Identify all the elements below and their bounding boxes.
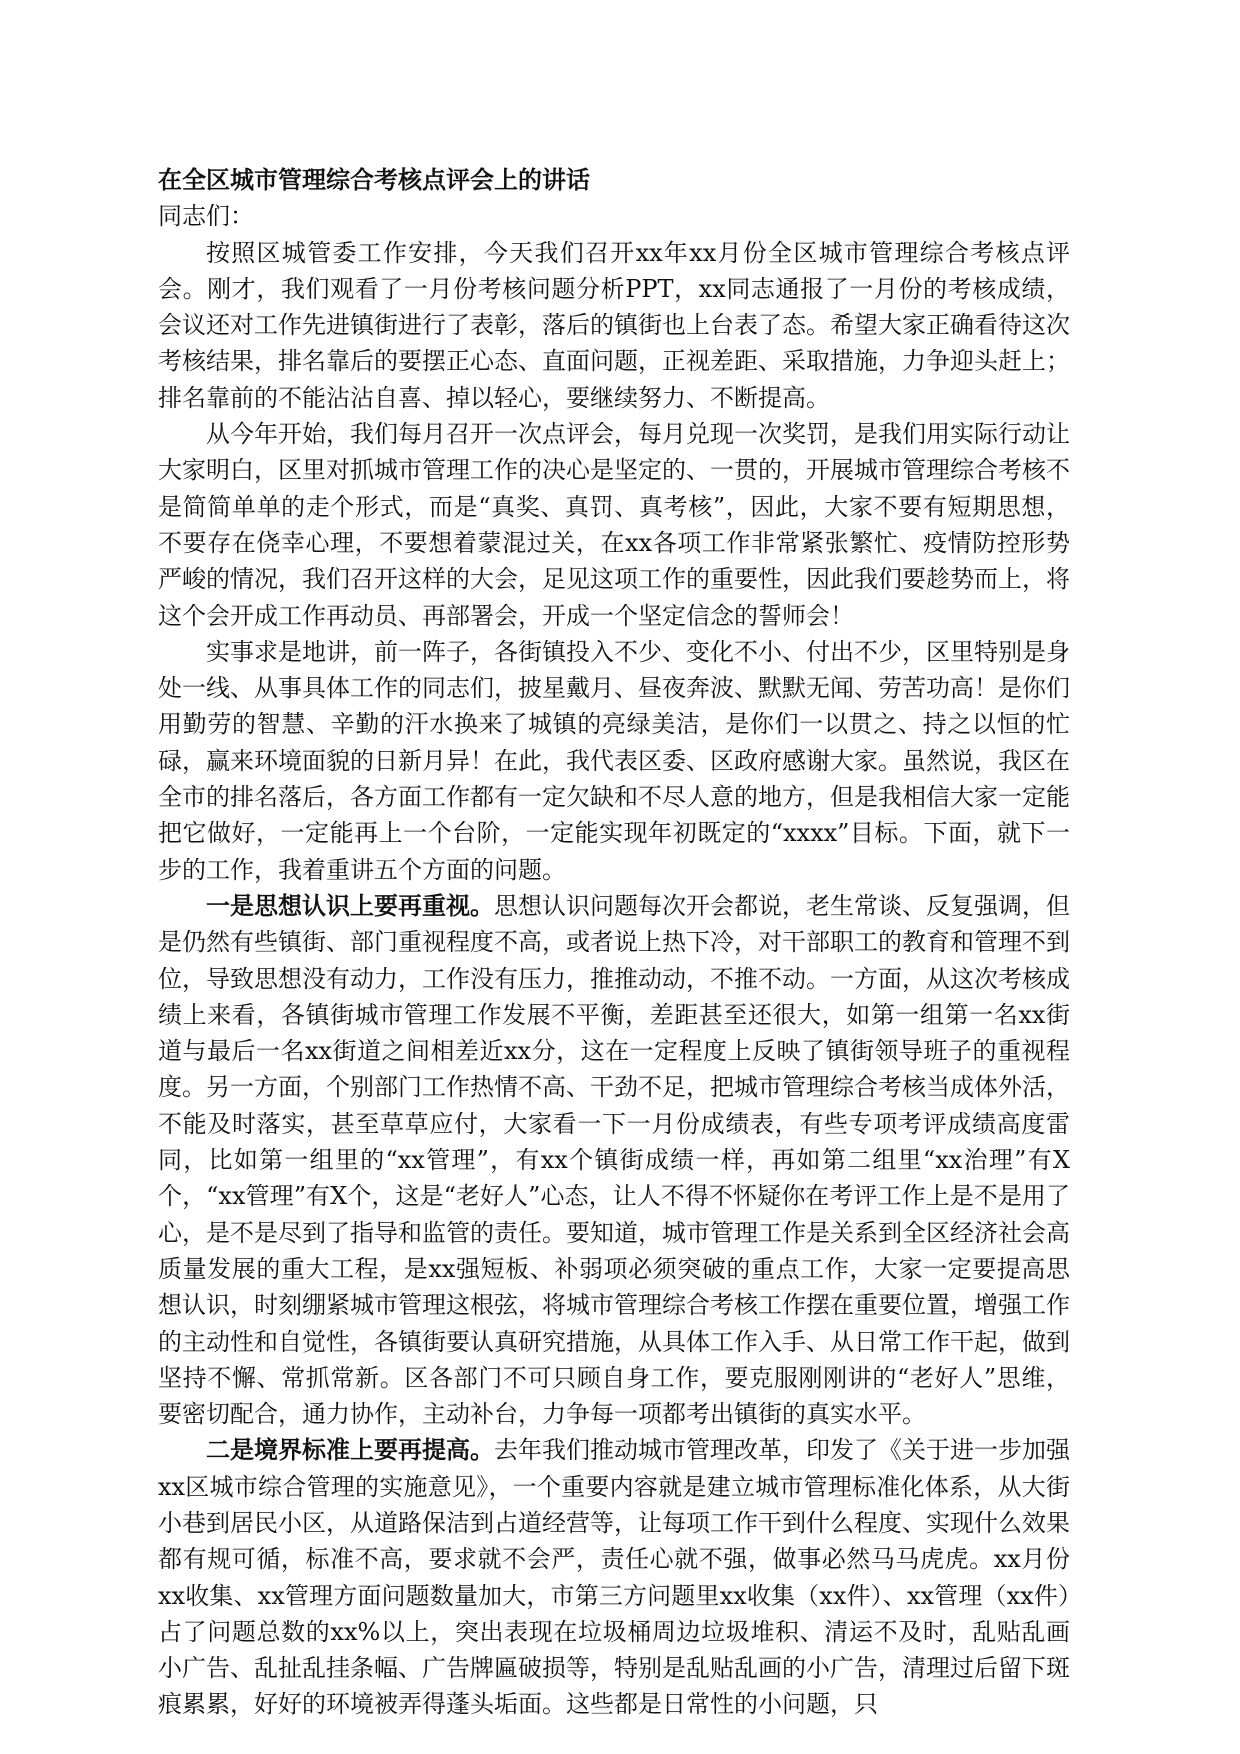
- paragraph-text: 按照区城管委工作安排，今天我们召开xx年xx月份全区城市管理综合考核点评会。刚才，我们观看了一月份考核问题分析PPT，xx同志通报了一月份的考核成绩，会议还对工作先进镇街进行了表彰，落后的镇街也上台表了态。希望大家正确看待这次考核结果，排名靠后的要摆正心态、直面问题，正视差距、采取措施，力争迎头赶上；排名靠前的不能沾沾自喜、掉以轻心，要继续努力、不断提高。: [158, 238, 1070, 412]
- paragraph-lead: 二是境界标准上要再提高。: [206, 1435, 494, 1465]
- document-title: 在全区城市管理综合考核点评会上的讲话: [158, 165, 590, 194]
- paragraph-lead: 一是思想认识上要再重视。: [206, 890, 494, 920]
- paragraph-text: 实事求是地讲，前一阵子，各街镇投入不少、变化不小、付出不少，区里特别是身处一线、从事具体工作的同志们，披星戴月、昼夜奔波、默默无闻、劳苦功高！是你们用勤劳的智慧、辛勤的汗水换来了城镇的亮绿美洁，是你们一以贯之、持之以恒的忙碌，赢来环境面貌的日新月异！在此，我代表区委、区政府感谢大家。虽然说，我区在全市的排名落后，各方面工作都有一定欠缺和不尽人意的地方，但是我相信大家一定能把它做好，一定能再上一个台阶，一定能实现年初既定的“xxxx”目标。下面，就下一步的工作，我着重讲五个方面的问题。: [158, 637, 1070, 884]
- paragraph-text: 去年我们推动城市管理改革，印发了《关于进一步加强xx区城市综合管理的实施意见》，一个重要内容就是建立城市管理标准化体系，从大街小巷到居民小区，从道路保洁到占道经营等，让每项工作干到什么程度、实现什么效果都有规可循，标准不高，要求就不会严，责任心就不强，做事必然马马虎虎。xx月份xx收集、xx管理方面问题数量加大，市第三方问题里xx收集（xx件）、xx管理（xx件）占了问题总数的xx%以上，突出表现在垃圾桶周边垃圾堆积、清运不及时，乱贴乱画小广告、乱扯乱挂条幅、广告牌匾破损等，特别是乱贴乱画的小广告，清理过后留下斑痕累累，好好的环境被弄得蓬头垢面。这些都是日常性的小问题，只: [158, 1436, 1070, 1719]
- paragraph: [158, 888, 1070, 1432]
- paragraph-text: 从今年开始，我们每月召开一次点评会，每月兑现一次奖罚，是我们用实际行动让大家明白，区里对抓城市管理工作的决心是坚定的、一贯的，开展城市管理综合考核不是简简单单的走个形式，而是“真奖、真罚、真考核”，因此，大家不要有短期思想，不要存在侥幸心理，不要想着蒙混过关，在xx各项工作非常紧张繁忙、疫情防控形势严峻的情况，我们召开这样的大会，足见这项工作的重要性，因此我们要趁势而上，将这个会开成工作再动员、再部署会，开成一个坚定信念的誓师会！: [158, 420, 1070, 630]
- document-page: [158, 162, 1070, 1723]
- paragraph: [158, 235, 1070, 416]
- salutation: 同志们：: [158, 202, 254, 231]
- paragraph: [158, 634, 1070, 888]
- paragraph: [158, 416, 1070, 634]
- paragraph-text: 思想认识问题每次开会都说，老生常谈、反复强调，但是仍然有些镇街、部门重视程度不高，或者说上热下冷，对干部职工的教育和管理不到位，导致思想没有动力，工作没有压力，推推动动，不推不动。一方面，从这次考核成绩上来看，各镇街城市管理工作发展不平衡，差距甚至还很大，如第一组第一名xx街道与最后一名xx街道之间相差近xx分，这在一定程度上反映了镇街领导班子的重视程度。另一方面，个别部门工作热情不高、干劲不足，把城市管理综合考核当成体外活，不能及时落实，甚至草草应付，大家看一下一月份成绩表，有些专项考评成绩高度雷同，比如第一组里的“xx管理”，有xx个镇街成绩一样，再如第二组里“xx治理”有X个，“xx管理”有X个，这是“老好人”心态，让人不得不怀疑你在考评工作上是不是用了心，是不是尽到了指导和监管的责任。要知道，城市管理工作是关系到全区经济社会高质量发展的重大工程，是xx强短板、补弱项必须突破的重点工作，大家一定要提高思想认识，时刻绷紧城市管理这根弦，将城市管理综合考核工作摆在重要位置，增强工作的主动性和自觉性，各镇街要认真研究措施，从具体工作入手、从日常工作干起，做到坚持不懈、常抓常新。区各部门不可只顾自身工作，要克服刚刚讲的“老好人”思维，要密切配合，通力协作，主动补台，力争每一项都考出镇街的真实水平。: [158, 891, 1070, 1429]
- paragraph: [158, 1432, 1070, 1722]
